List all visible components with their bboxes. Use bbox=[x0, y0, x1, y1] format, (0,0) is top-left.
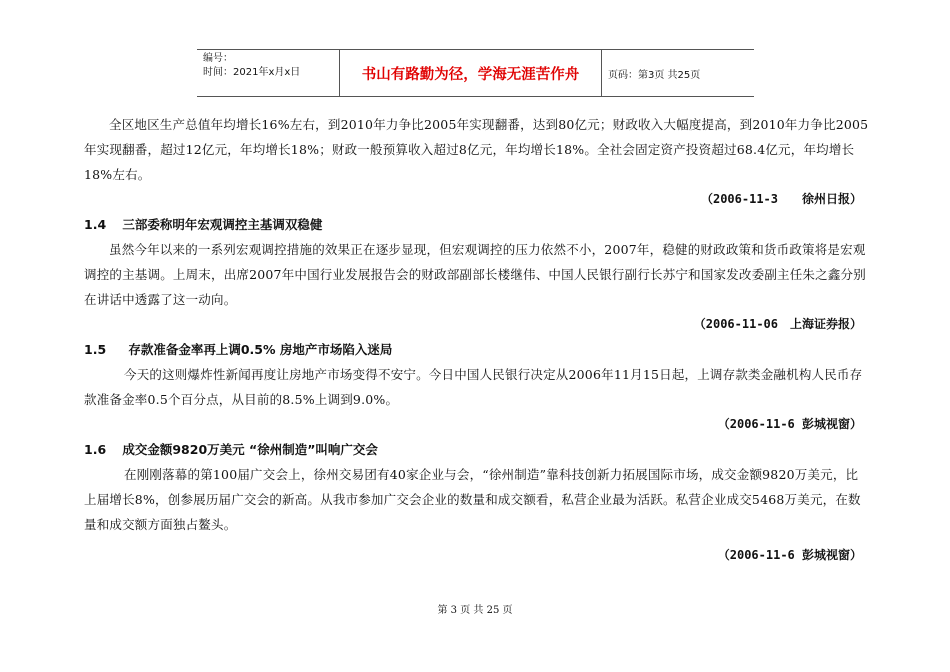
header-page-label: 页码：第3页 共25页 bbox=[608, 69, 701, 81]
section-number: 1.4 bbox=[84, 217, 107, 232]
section-heading-1-5 bbox=[84, 337, 870, 362]
section-heading-1-6 bbox=[84, 437, 870, 462]
section-title: 三部委称明年宏观调控主基调双稳健 bbox=[122, 217, 323, 232]
section-number: 1.6 bbox=[84, 442, 107, 457]
header-motto: 书山有路勤为径，学海无涯苦作舟 bbox=[340, 50, 602, 96]
section-title: 成交金额9820万美元 “徐州制造”叫响广交会 bbox=[122, 442, 378, 457]
section-1-5-paragraph: 今天的这则爆炸性新闻再度让房地产市场变得不安宁。今日中国人民银行决定从2006年11月15日起，上调存款类金融机构人民币存款准备金率0.5个百分点，从目前的8.5%上调到9.0%。 bbox=[84, 367, 863, 407]
header-time-label: 时间：2021年x月x日 bbox=[203, 67, 301, 78]
header-meta bbox=[197, 50, 340, 96]
page-footer: 第 3 页 共 25 页 bbox=[437, 605, 513, 616]
section-1-6-paragraph: 在刚刚落幕的第100届广交会上，徐州交易团有40家企业与会，“徐州制造”靠科技创新力拓展国际市场，成交金额9820万美元，比上届增长8%，创参展历届广交会的新高。从我市参加广交会企业的数量和成交额看，私营企业最为活跃。私营企业成交5468万美元，在数量和成交额方面独占鳌头。 bbox=[84, 467, 861, 532]
header-number-label: 编号： bbox=[203, 53, 233, 64]
section-number: 1.5 bbox=[84, 342, 107, 357]
section-heading-1-4 bbox=[84, 212, 870, 237]
intro-paragraph: 全区地区生产总值年均增长16%左右，到2010年力争比2005年实现翻番，达到80亿元；财政收入大幅度提高，到2010年力争比2005年实现翻番，超过12亿元，年均增长18%；财政一般预算收入超过8亿元，年均增长18%。全社会固定资产投资超过68.4亿元，年均增长18%左右。 bbox=[84, 117, 869, 182]
section-1-6-source: （2006-11-6 彭城视窗） bbox=[717, 548, 862, 562]
section-1-5-source: （2006-11-6 彭城视窗） bbox=[717, 417, 862, 431]
document-header bbox=[197, 49, 754, 97]
section-1-4-source: （2006-11-06 上海证券报） bbox=[693, 317, 862, 331]
intro-source: （2006-11-3 徐州日报） bbox=[700, 192, 862, 206]
document-body bbox=[84, 112, 870, 568]
section-1-4-paragraph: 虽然今年以来的一系列宏观调控措施的效果正在逐步显现，但宏观调控的压力依然不小，2007年，稳健的财政政策和货币政策将是宏观调控的主基调。上周末，出席2007年中国行业发展报告会的财政部副部长楼继伟、中国人民银行副行长苏宁和国家发改委副主任朱之鑫分别在讲话中透露了这一动向。 bbox=[84, 242, 866, 307]
section-title: 存款准备金率再上调0.5% 房地产市场陷入迷局 bbox=[128, 342, 393, 357]
